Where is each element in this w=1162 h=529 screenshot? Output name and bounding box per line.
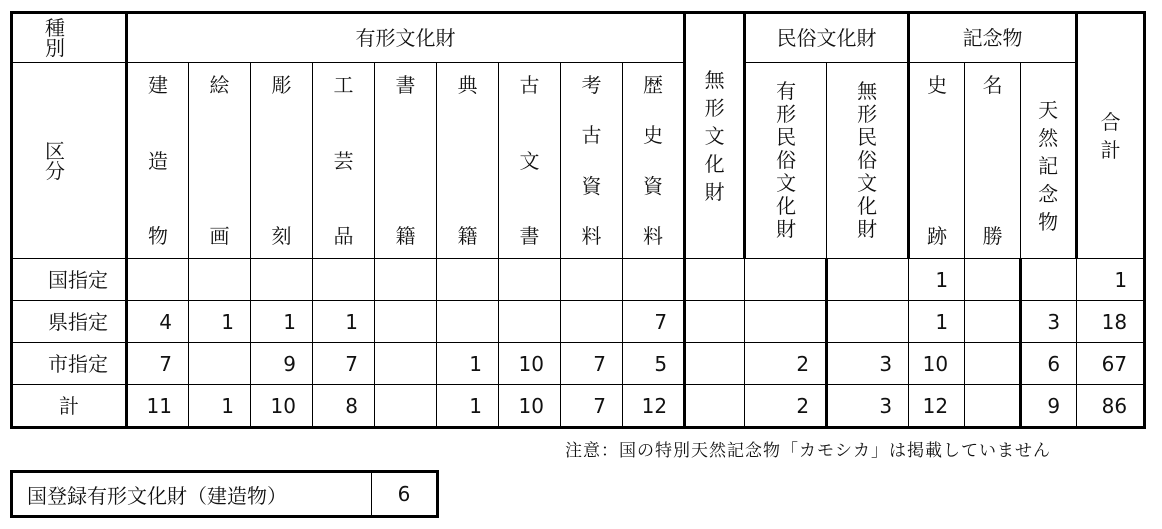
- header-char: 有: [776, 79, 797, 103]
- table-cell: 1: [1077, 259, 1145, 301]
- table-cell: 67: [1077, 343, 1145, 385]
- header-char: 史: [643, 123, 664, 148]
- table-cell: [189, 343, 251, 385]
- table-cell: 7: [561, 385, 623, 428]
- table-cell: 9: [1021, 385, 1077, 428]
- registered-label: 国登録有形文化財（建造物）: [12, 472, 372, 517]
- header-char: 俗: [776, 148, 797, 172]
- header-char: 財: [857, 217, 878, 241]
- table-cell: [965, 343, 1021, 385]
- header-char: 名: [982, 73, 1003, 97]
- header-char: 料: [643, 223, 664, 248]
- total-vertical: [1101, 108, 1121, 164]
- table-cell: [437, 301, 499, 343]
- table-cell: [437, 259, 499, 301]
- header-char: 文: [776, 171, 797, 195]
- header-char: 彫: [271, 73, 292, 97]
- table-cell: 7: [127, 343, 189, 385]
- table-cell: 5: [623, 343, 685, 385]
- header-char: 資: [581, 173, 602, 198]
- table-cell: 2: [745, 343, 827, 385]
- category-label: 種 別: [12, 13, 127, 63]
- table-cell: 1: [909, 259, 965, 301]
- table-cell: [685, 259, 745, 301]
- table-cell: 10: [909, 343, 965, 385]
- note-text: 注意：国の特別天然記念物「カモシカ」は掲載していません: [565, 441, 1051, 461]
- header-char: 形: [704, 96, 725, 120]
- col-tangible-folk: [745, 63, 827, 259]
- col-classics: [437, 63, 499, 259]
- table-cell: 6: [1021, 343, 1077, 385]
- header-char: 建: [148, 73, 168, 97]
- table-cell: [827, 259, 909, 301]
- col-archaeology: [561, 63, 623, 259]
- table-cell: [965, 301, 1021, 343]
- registered-table: [10, 470, 439, 518]
- table-cell: [623, 259, 685, 301]
- col-historic-site: [909, 63, 965, 259]
- registered-value: 6: [372, 472, 438, 517]
- table-cell: 9: [251, 343, 313, 385]
- table-cell: 1: [909, 301, 965, 343]
- table-cell: 1: [189, 301, 251, 343]
- header-char: 品: [333, 224, 354, 248]
- header-char: 跡: [927, 224, 948, 248]
- table-cell: 1: [437, 385, 499, 428]
- header-char: 史: [927, 73, 948, 97]
- table-cell: 10: [499, 343, 561, 385]
- table-cell: 1: [313, 301, 375, 343]
- col-sculpture: [251, 63, 313, 259]
- header-char: 物: [148, 224, 168, 248]
- table-cell: 4: [127, 301, 189, 343]
- table-cell: 1: [189, 385, 251, 428]
- header-char: 念: [1038, 181, 1059, 206]
- header-char: 書: [395, 73, 416, 97]
- header-char: 俗: [857, 148, 878, 172]
- header-char: 芸: [333, 148, 354, 173]
- table-cell: 3: [827, 385, 909, 428]
- group-monument: 記念物: [909, 13, 1077, 63]
- table-cell: [1021, 259, 1077, 301]
- table-cell: 1: [251, 301, 313, 343]
- group-intangible: [685, 13, 745, 259]
- table-cell: 86: [1077, 385, 1145, 428]
- registered-row: [12, 472, 438, 517]
- table-cell: 11: [127, 385, 189, 428]
- cultural-property-table: [10, 11, 1146, 429]
- col-calligraphy: [375, 63, 437, 259]
- group-tangible: 有形文化財: [127, 13, 685, 63]
- header-char: 造: [148, 148, 168, 173]
- header-char: 文: [519, 148, 540, 173]
- header-row-columns: [12, 63, 1145, 259]
- table-cell: [251, 259, 313, 301]
- table-cell: [127, 259, 189, 301]
- table-cell: [685, 301, 745, 343]
- group-folk: 民俗文化財: [745, 13, 909, 63]
- header-char: 然: [1038, 125, 1059, 150]
- header-char: 文: [704, 124, 725, 148]
- table-cell: [375, 301, 437, 343]
- table-cell: 10: [499, 385, 561, 428]
- table-cell: [965, 385, 1021, 428]
- header-char: 古: [581, 123, 602, 148]
- header-char: 民: [857, 125, 878, 149]
- col-natural: [1021, 63, 1077, 259]
- table-cell: 7: [561, 343, 623, 385]
- header-char: 歴: [643, 73, 664, 97]
- header-char: 考: [581, 73, 602, 97]
- row-label: 市指定: [12, 343, 127, 385]
- table-row: [12, 385, 1145, 428]
- header-char: 典: [457, 73, 478, 97]
- col-history: [623, 63, 685, 259]
- row-label: 計: [12, 385, 127, 428]
- table-cell: 7: [623, 301, 685, 343]
- table-cell: [375, 385, 437, 428]
- table-cell: 12: [623, 385, 685, 428]
- row-label: 県指定: [12, 301, 127, 343]
- table-cell: [499, 259, 561, 301]
- table-row: [12, 259, 1145, 301]
- header-char: 籍: [457, 224, 478, 248]
- header-char: 民: [776, 125, 797, 149]
- header-char: 化: [776, 194, 797, 218]
- header-char: 物: [1038, 209, 1059, 234]
- col-scenic: [965, 63, 1021, 259]
- table-cell: 8: [313, 385, 375, 428]
- table-cell: [313, 259, 375, 301]
- table-cell: 12: [909, 385, 965, 428]
- header-char: 計: [1100, 138, 1121, 162]
- table-row: [12, 301, 1145, 343]
- header-char: 無: [857, 79, 878, 103]
- table-cell: [499, 301, 561, 343]
- header-char: 勝: [982, 224, 1003, 248]
- table-cell: [561, 259, 623, 301]
- intangible-vertical: [705, 66, 725, 206]
- table-cell: 18: [1077, 301, 1145, 343]
- table-cell: [561, 301, 623, 343]
- table-cell: 2: [745, 385, 827, 428]
- header-char: 料: [581, 223, 602, 248]
- table-cell: [685, 385, 745, 428]
- header-char: 記: [1038, 153, 1059, 178]
- header-char: 形: [776, 102, 797, 126]
- col-crafts: [313, 63, 375, 259]
- table-cell: [965, 259, 1021, 301]
- group-total: [1077, 13, 1145, 259]
- division-label: 区 分: [12, 63, 127, 259]
- header-char: 籍: [395, 224, 416, 248]
- table-cell: [685, 343, 745, 385]
- table-cell: 3: [1021, 301, 1077, 343]
- table-cell: [375, 343, 437, 385]
- header-char: 絵: [209, 73, 230, 97]
- row-label: 国指定: [12, 259, 127, 301]
- header-char: 化: [857, 194, 878, 218]
- header-char: 合: [1100, 110, 1121, 134]
- header-char: 画: [209, 224, 230, 248]
- table-row: [12, 343, 1145, 385]
- table-cell: 3: [827, 343, 909, 385]
- table-cell: 10: [251, 385, 313, 428]
- col-intangible-folk: [827, 63, 909, 259]
- header-char: 工: [333, 73, 354, 97]
- header-char: 化: [704, 152, 725, 176]
- table-body: [12, 259, 1145, 428]
- header-char: 資: [643, 173, 664, 198]
- table-cell: 7: [313, 343, 375, 385]
- header-char: 刻: [271, 224, 292, 248]
- table-cell: [827, 301, 909, 343]
- header-char: 書: [519, 224, 540, 248]
- header-row-groups: [12, 13, 1145, 63]
- header-char: 無: [704, 68, 725, 92]
- table-cell: [375, 259, 437, 301]
- header-char: 天: [1038, 97, 1059, 122]
- table-cell: [189, 259, 251, 301]
- header-char: 財: [704, 180, 725, 204]
- table-cell: [745, 259, 827, 301]
- header-char: 古: [519, 73, 540, 97]
- header-char: 財: [776, 217, 797, 241]
- header-char: 形: [857, 102, 878, 126]
- col-paintings: [189, 63, 251, 259]
- table-cell: [745, 301, 827, 343]
- col-documents: [499, 63, 561, 259]
- table-cell: 1: [437, 343, 499, 385]
- header-char: 文: [857, 171, 878, 195]
